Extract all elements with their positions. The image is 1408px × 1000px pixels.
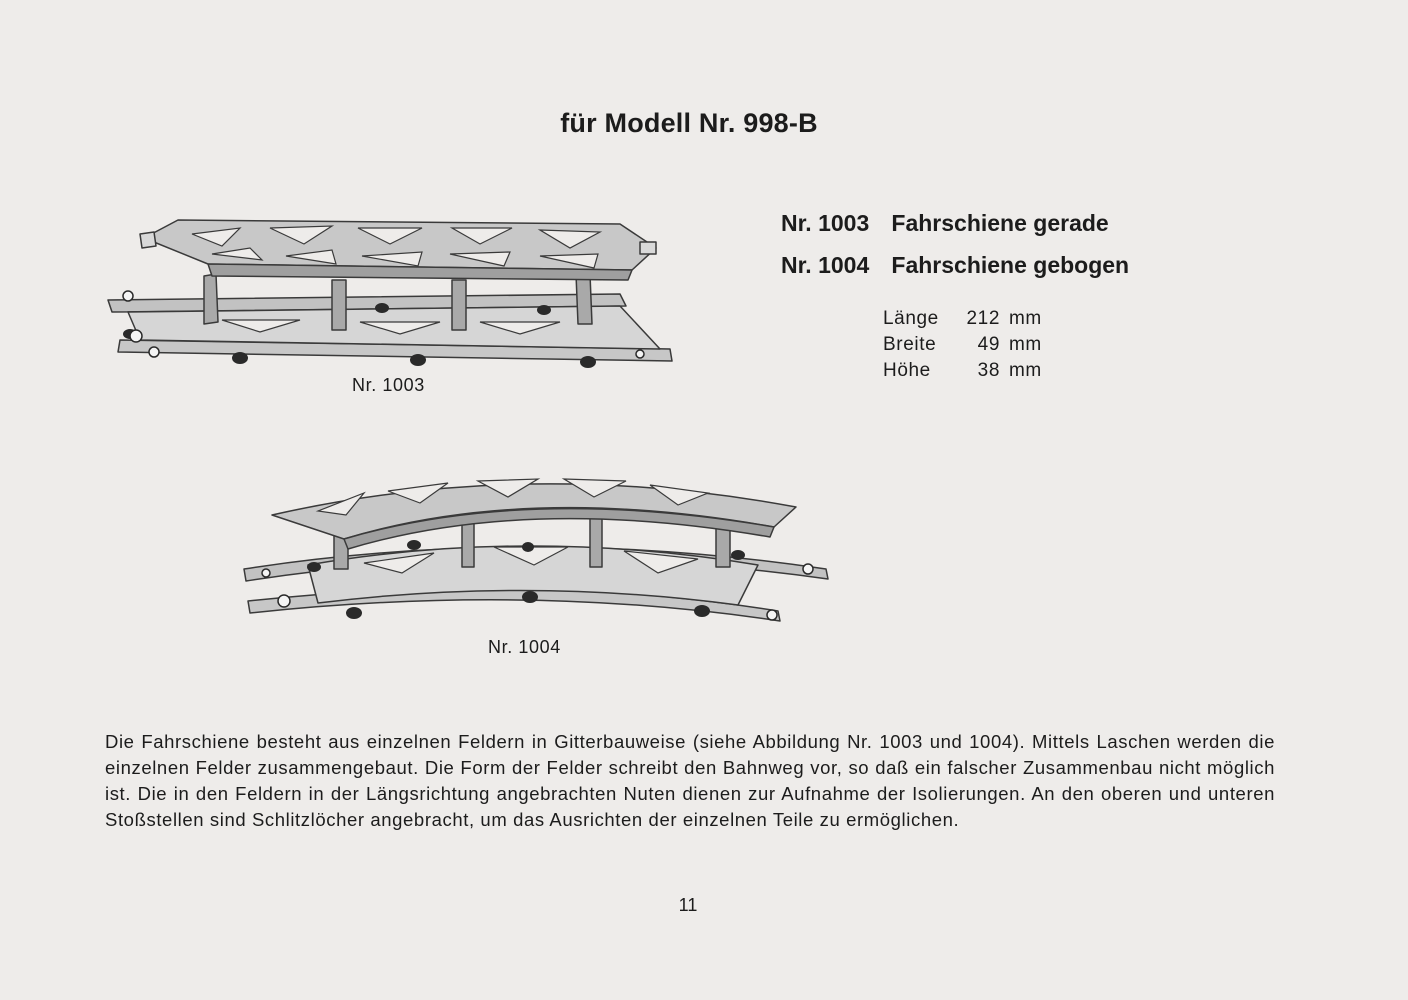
dimension-value: 38 <box>977 360 1000 381</box>
product-number: Nr. 1003 <box>781 210 870 236</box>
dimension-label: Höhe <box>883 360 931 381</box>
page-number: 11 <box>678 895 698 915</box>
dimension-row-length <box>883 306 1042 332</box>
dimension-value: 49 <box>977 334 1000 355</box>
dimension-value: 212 <box>966 308 1000 329</box>
dimensions-table <box>883 306 1042 384</box>
dimension-unit: mm <box>1009 308 1042 329</box>
page-title: für Modell Nr. 998-B <box>560 108 818 138</box>
description-paragraph: Die Fahrschiene besteht aus einzelnen Feldern in Gitterbauweise (siehe Abbildung Nr. 1003 und 1004). Mittels Laschen werden die einzelnen Felder zusammengebaut. Die Form der Felder schreibt den Bahnweg vor, so daß ein falscher Zusammenbau nicht möglich ist. Die in den Feldern in der Längsrichtung angebrachten Nuten dienen zur Aufnahme der Isolierungen. An den oberen und unteren Stoßstellen sind Schlitzlöcher angebracht, um das Ausrichten der einzelnen Teile zu ermöglichen. <box>105 731 1275 830</box>
product-heading-1004 <box>781 252 1129 279</box>
product-name: Fahrschiene gebogen <box>891 252 1130 278</box>
curved-track-illustration <box>238 465 838 635</box>
dimension-row-height <box>883 358 1042 384</box>
straight-track-illustration <box>100 212 680 377</box>
product-heading-1003 <box>781 210 1109 237</box>
dimension-label: Breite <box>883 334 937 355</box>
figure-caption-1003: Nr. 1003 <box>352 375 425 395</box>
dimension-row-width <box>883 332 1042 358</box>
product-number: Nr. 1004 <box>781 252 870 278</box>
dimension-label: Länge <box>883 308 939 329</box>
dimension-unit: mm <box>1009 360 1042 381</box>
figure-caption-1004: Nr. 1004 <box>488 637 561 657</box>
product-name: Fahrschiene gerade <box>891 210 1109 236</box>
dimension-unit: mm <box>1009 334 1042 355</box>
